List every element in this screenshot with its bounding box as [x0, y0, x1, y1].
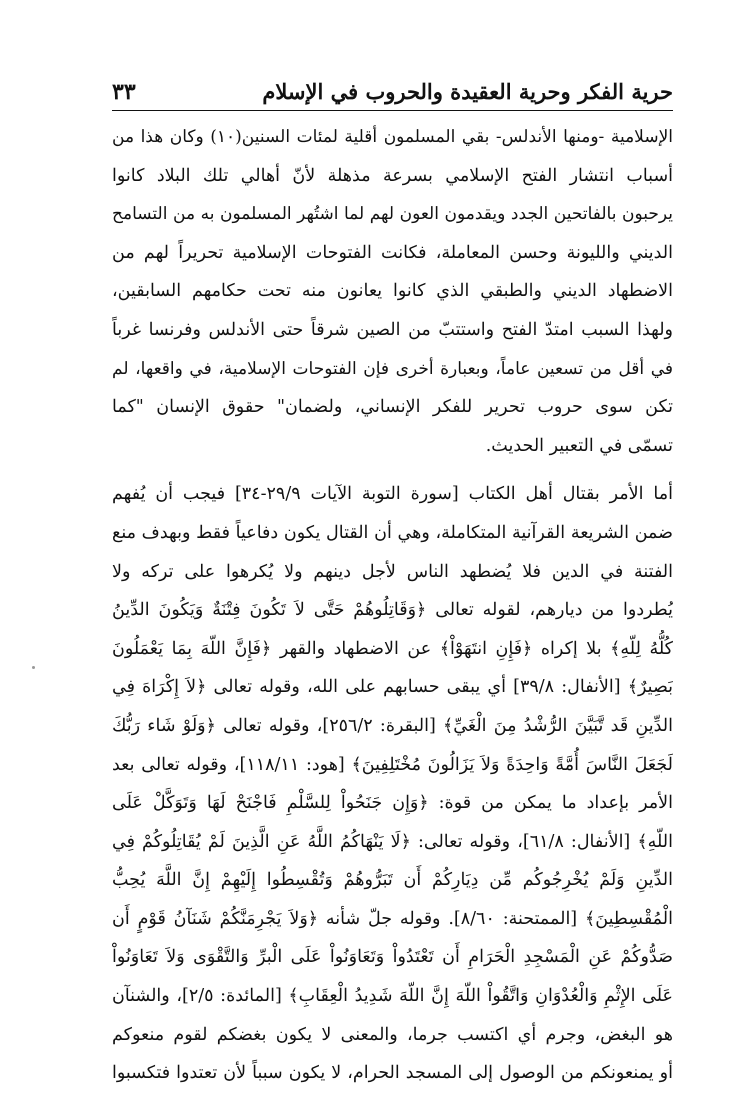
text-line: في أقل من تسعين عاماً، وبعبارة أخرى فإن الفتوحات الإسلامية، في واقعها، لم [112, 358, 673, 379]
body-text [112, 118, 673, 1116]
paragraph-2 [112, 475, 673, 1093]
text-line: أو يمنعونكم من الوصول إلى المسجد الحرام، لا يكون سبباً لأن تعتدوا فتكسبوا [112, 1063, 673, 1084]
text-line: الأمر بإعداد ما يمكن من قوة: ﴿وَإِن جَنَحُواْ لِلسَّلْمِ فَاجْنَحْ لَهَا وَتَوَكَّلْ عَلَى [112, 793, 673, 814]
text-line: يُطردوا من ديارهم، لقوله تعالى ﴿وَقَاتِلُوهُمْ حَتَّى لاَ تَكُونَ فِتْنَةٌ وَيَكُونَ الدِّينُ [112, 600, 673, 621]
text-line: هو البغض، وجرم أي اكتسب جرما، والمعنى لا يكون بغضكم لقوم منعوكم [112, 1024, 673, 1045]
text-line: ضمن الشريعة القرآنية المتكاملة، وهي أن القتال يكون دفاعياً فقط وبهدف منع [112, 522, 673, 543]
text-line: الدِّينِ وَلَمْ يُخْرِجُوكُم مِّن دِيَارِكُمْ أَن تَبَرُّوهُمْ وَتُقْسِطُوا إِلَيْهِمْ إِنَّ اللَّهَ يُحِبُّ [112, 870, 673, 891]
text-line: الديني والليونة وحسن المعاملة، فكانت الفتوحات الإسلامية تحريراً لهم من [112, 242, 673, 263]
text-line: يرحبون بالفاتحين الجدد ويقدمون العون لهم لما اشتُهر المسلمون به من التسامح [112, 204, 673, 225]
text-line: الإسلامية -ومنها الأندلس- بقي المسلمون أقلية لمئات السنين(١٠) وكان هذا من [112, 127, 673, 147]
scan-speck [32, 666, 35, 669]
text-line: الدِّينِ قَد تَّبَيَّنَ الرُّشْدُ مِنَ الْغَيِّ﴾ [البقرة: ٢٥٦/٢]، وقوله تعالى ﴿وَلَوْ شَاء رَبُّكَ [112, 715, 673, 736]
text-line: أسباب انتشار الفتح الإسلامي بسرعة مذهلة لأنّ أهالي تلك البلاد كانوا [112, 165, 673, 186]
page-number: ٣٣ [112, 79, 136, 105]
text-line: أما الأمر بقتال أهل الكتاب [سورة التوبة الآيات ٢٩/٩-٣٤] فيجب أن يُفهم [112, 484, 673, 505]
text-line: اللّهِ﴾ [الأنفال: ٦١/٨]، وقوله تعالى: ﴿لَا يَنْهَاكُمُ اللَّهُ عَنِ الَّذِينَ لَمْ يُقَاتِلُوكُمْ فِي [112, 831, 673, 852]
paragraph-1 [112, 118, 673, 465]
text-line: الاضطهاد الديني والطبقي الذي كانوا يعانون منه تحت حكامهم السابقين، [112, 281, 673, 302]
text-line: الْمُقْسِطِينَ﴾ [الممتحنة: ٨/٦٠]. وقوله جلّ شأنه ﴿وَلاَ يَجْرِمَنَّكُمْ شَنَآنُ قَوْمٍ أَن [112, 908, 673, 929]
text-line: تسمّى في التعبير الحديث. [485, 435, 673, 456]
text-line: ولهذا السبب امتدّ الفتح واستتبّ من الصين شرقاً حتى الأندلس وفرنسا غرباً [112, 319, 673, 340]
text-line: عَلَى الإِثْمِ وَالْعُدْوَانِ وَاتَّقُواْ اللّهَ إِنَّ اللّهَ شَدِيدُ الْعِقَابِ﴾ [المائدة: ٢/٥]، والشنآن [112, 986, 673, 1007]
text-line: الفتنة في الدين فلا يُضطهد الناس لأجل دينهم ولا يُكرهوا على تركه ولا [112, 561, 673, 582]
text-line: بَصِيرٌ﴾ [الأنفال: ٣٩/٨] أي يبقى حسابهم على الله، وقوله تعالى ﴿لاَ إِكْرَاهَ فِي [112, 677, 673, 698]
text-line: لَجَعَلَ النَّاسَ أُمَّةً وَاحِدَةً وَلاَ يَزَالُونَ مُخْتَلِفِينَ﴾ [هود: ١١٨/١١]، وقوله تعالى بعد [112, 754, 673, 775]
text-line: كُلُّهُ لِلّهِ﴾ بلا إكراه ﴿فَإِنِ انتَهَوْاْ﴾ عن الاضطهاد والقهر ﴿فَإِنَّ اللّهَ بِمَا يَعْمَلُونَ [112, 638, 673, 659]
text-line: تكن سوى حروب تحرير للفكر الإنساني، ولضمان" حقوق الإنسان "كما [112, 397, 673, 418]
paragraph-gap [112, 465, 673, 475]
running-header [112, 70, 673, 111]
header-title: حرية الفكر وحرية العقيدة والحروب في الإسلام [262, 79, 673, 104]
text-line: صَدُّوكُمْ عَنِ الْمَسْجِدِ الْحَرَامِ أَن تَعْتَدُواْ وَتَعَاوَنُواْ عَلَى الْبرِّ وَالتَّقْوَى وَلاَ تَعَاوَنُواْ [112, 947, 673, 968]
